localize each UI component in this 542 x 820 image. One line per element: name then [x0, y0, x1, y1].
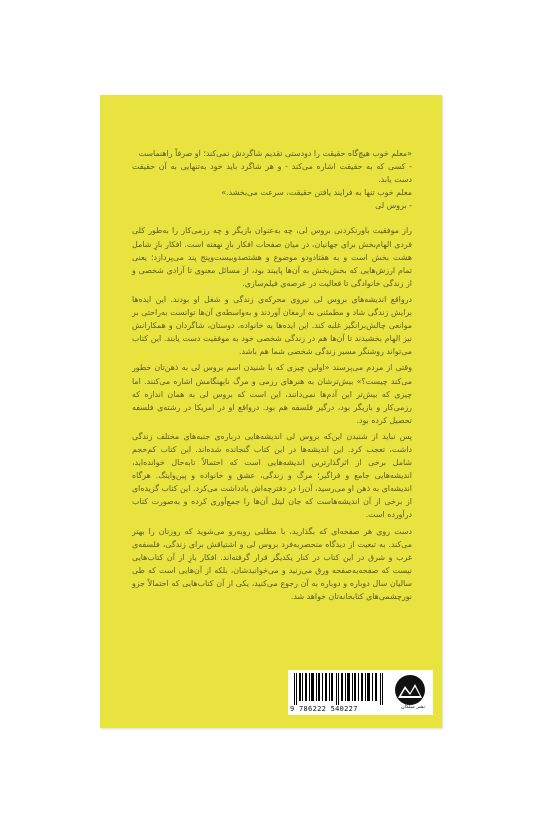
quote-line: «معلم خوب هیچ‌گاه حقیقت را دودستی تقدیم شاگردش نمی‌کند؛ او صرفاً راهنماست [138, 149, 412, 158]
barcode [292, 673, 388, 705]
quote [132, 147, 412, 212]
paragraph-1: راز موفقیت باورنکردنی بروس لی، چه به‌عنوان بازیگر و چه رزمی‌کار را به‌طور کلی فردی الهام‌بخش برای جهانیان، در میان صفحات افکار بازِ نهفته است. افکار بازِ شامل هشت بخش است و به هفتادودو موضوع و هشتصدوبیست‌وپنج پند می‌پردازد؛ یعنی تمام ارزش‌هایی که بخش‌بخش به آن‌ها پایبند بود، از مسائل معنوی تا آزادی شخصی و از زندگی خانوادگی تا فعالیت در عرصه‌ی فیلم‌سازی. [132, 226, 412, 288]
paragraph-3: وقتی از مردم می‌پرسند «اولین چیزی که با شنیدن اسم بروس لی به ذهن‌تان خطور می‌کند چیست؟» بیش‌ترشان به هنرهای رزمی و مرگ نابهنگامش اشاره می‌کنند. اما چیزی که بیش‌تر این آدم‌ها نمی‌دانند، این است که بروس لی به همان اندازه که رزمی‌کار و بازیگر بود، درگیر فلسفه هم بود. درواقع او در امریکا در رشته‌ی فلسفه تحصیل کرده بود. [132, 363, 412, 425]
barcode-area [288, 670, 433, 715]
quote-author: - بروس لی [375, 201, 412, 211]
quote-line: معلم خوب تنها به فرایند یافتن حقیقت، سرعت می‌بخشد.» [221, 188, 412, 198]
quote-line: - کسی که به حقیقت اشاره می‌کند - و هر شاگرد باید خود به‌تنهایی به آن حقیقت دست یابد. [132, 162, 412, 185]
paragraph-2: درواقع اندیشه‌های بروس لی نیروی محرکه‌ی زندگی و شغل او بودند. این ایده‌ها برایش زندگی شاد و مطمئنی به ارمغان آوردند و به‌واسطه‌ی آن‌ها توانست به‌راحتی بر موانعی چالش‌برانگیز غلبه کند. این ایده‌ها به خانواده، دوستان، شاگردان و همکارانش نیز الهام بخشیدند تا آن‌ها هم در زندگی شخصی خود به موفقیت دست یابند. این کتاب می‌تواند روشنگر مسیر زندگی شخصی شما هم باشد. [132, 294, 412, 357]
book-back-cover [100, 95, 442, 728]
publisher-name: نشر میلکان [401, 704, 425, 710]
back-cover-text [132, 147, 412, 606]
barcode-digits: 9 786222 540227 [290, 705, 358, 713]
paragraph-5: دست روی هر صفحه‌ای که بگذارید، با مطلبی روبه‌رو می‌شوید که روزتان را بهتر می‌کند. به تبعیت از دیدگاه منحصربه‌فرد بروس لی و اشتیاقش برای زندگی، فلسفه‌ی غرب و شرق در این کتاب در کنار یکدیگر قرار گرفته‌اند. افکار بازِ از آن کتاب‌هایی نیست که صفحه‌به‌صفحه ورق می‌زنید و می‌خوانیدشان، بلکه از آن‌هایی است که طی سالیان سال دوباره و دوباره به آن رجوع می‌کنید، یکی از آن کتاب‌هایی که احتمالاً جزو نورچشمی‌های کتابخانه‌تان خواهد شد. [132, 526, 412, 601]
paragraph-4: پس نباید از شنیدن این‌که بروس لی اندیشه‌هایی درباره‌ی جنبه‌های مختلف زندگی داشت، تعجب کرد. این اندیشه‌ها در این کتاب گنجانده شده‌اند. این کتاب کم‌حجم شامل برخی از اثرگذارترین اندیشه‌هایی است که احتمالاً تابه‌حال خوانده‌اید، اندیشه‌هایی جامع و فراگیر؛ مرگ و زندگی، عشق و خانواده و پین‌وایتگ. هرگاه اندیشه‌ای به ذهن او می‌رسید، آن‌را در دفترچه‌اش یادداشت می‌کرد. این کتاب گزیده‌ای از برخی از آن اندیشه‌هاست که جان لیتل آن‌ها را جمع‌آوری کرده و به‌صورت کتاب درآورده است. [132, 431, 412, 520]
